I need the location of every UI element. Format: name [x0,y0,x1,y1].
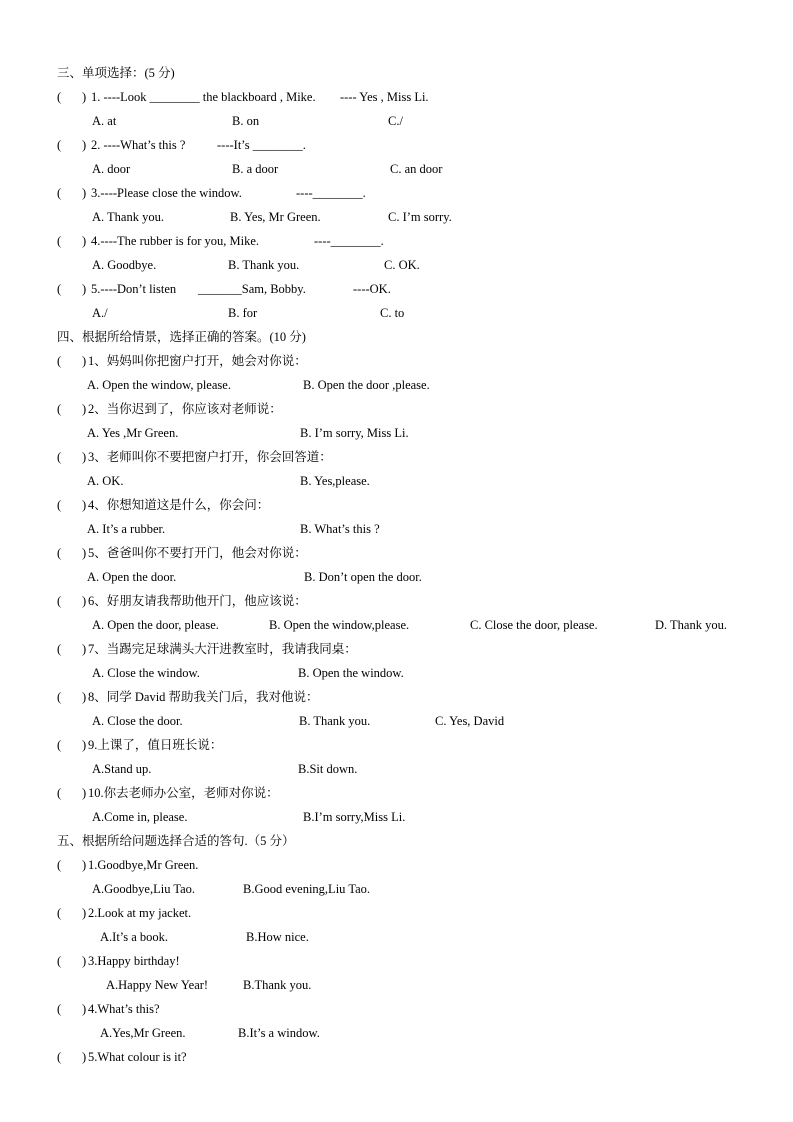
answer-paren-open: ( [57,138,62,152]
section-heading [0,329,793,345]
answer-paren-close: ) [82,90,87,104]
options-line [0,473,793,489]
answer-paren-close: ) [82,138,87,152]
question-stem: 3.Happy birthday! [88,954,180,968]
answer-option[interactable]: B.Thank you. [243,978,312,992]
answer-paren-close: ) [82,906,87,920]
answer-paren-close: ) [82,786,87,800]
question-reply: ----It’s ________. [217,138,306,152]
question-reply: ----________. [314,234,384,248]
question-stem: 4、你想知道这是什么，你会问： [88,498,270,512]
answer-option[interactable]: B.How nice. [246,930,309,944]
answer-option[interactable]: B.Good evening,Liu Tao. [243,882,371,896]
answer-paren-close: ) [82,234,87,248]
question-blank: _______Sam, Bobby. [198,282,306,296]
answer-option[interactable]: B. Thank you. [228,258,300,272]
answer-paren-open: ( [57,186,62,200]
answer-option[interactable]: B. a door [232,162,279,176]
answer-paren-close: ) [82,354,87,368]
answer-paren-close: ) [82,858,87,872]
answer-paren-open: ( [57,90,62,104]
answer-paren-open: ( [57,1002,62,1016]
answer-option[interactable]: A. Close the door. [92,714,183,728]
answer-option[interactable]: B. Thank you. [299,714,371,728]
question-line [0,953,793,969]
question-line [0,185,793,201]
question-line [0,857,793,873]
question-line [0,233,793,249]
answer-option[interactable]: A. OK. [87,474,124,488]
options-line [0,161,793,177]
question-stem: 9.上课了，值日班长说： [88,738,223,752]
question-reply: ----OK. [353,282,391,296]
question-line [0,905,793,921]
question-line [0,1001,793,1017]
answer-option[interactable]: A. Goodbye. [92,258,157,272]
question-stem: 1.Goodbye,Mr Green. [88,858,199,872]
answer-option[interactable]: D. Thank you. [655,618,727,632]
question-line [0,785,793,801]
question-line [0,737,793,753]
answer-option[interactable]: B. for [228,306,258,320]
answer-option[interactable]: C. I’m sorry. [388,210,452,224]
question-stem: 3、老师叫你不要把窗户打开，你会回答道： [88,450,332,464]
options-line [0,761,793,777]
answer-option[interactable]: A. at [92,114,117,128]
question-stem: 1. ----Look ________ the blackboard , Mike. [91,90,316,104]
answer-paren-open: ( [57,954,62,968]
answer-paren-close: ) [82,186,87,200]
question-stem: 5.----Don’t listen [91,282,177,296]
answer-option[interactable]: B. Yes,please. [300,474,370,488]
answer-paren-close: ) [82,738,87,752]
options-line [0,377,793,393]
answer-option[interactable]: C./ [388,114,403,128]
question-line [0,641,793,657]
answer-option[interactable]: A. Close the window. [92,666,200,680]
answer-paren-close: ) [82,594,87,608]
section-title: 五、根据所给问题选择合适的答句.（5 分） [57,834,295,848]
answer-paren-open: ( [57,402,62,416]
answer-paren-open: ( [57,786,62,800]
question-line [0,137,793,153]
options-line [0,881,793,897]
answer-option[interactable]: A.Come in, please. [92,810,188,824]
answer-option[interactable]: A./ [92,306,108,320]
answer-paren-close: ) [82,642,87,656]
options-line [0,977,793,993]
answer-option[interactable]: B. I’m sorry, Miss Li. [300,426,409,440]
section-heading [0,65,793,81]
answer-option[interactable]: A. Open the door, please. [92,618,219,632]
options-line [0,809,793,825]
answer-paren-close: ) [82,546,87,560]
question-stem: 2、当你迟到了，你应该对老师说： [88,402,282,416]
answer-option[interactable]: C. Close the door, please. [470,618,598,632]
answer-option[interactable]: C. to [380,306,405,320]
section-title: 四、根据所给情景，选择正确的答案。(10 分) [57,330,306,344]
answer-paren-close: ) [82,498,87,512]
answer-option[interactable]: B. Open the window,please. [269,618,410,632]
question-line [0,689,793,705]
question-stem: 5、爸爸叫你不要打开门，他会对你说： [88,546,307,560]
answer-option[interactable]: B.It’s a window. [238,1026,320,1040]
options-line [0,425,793,441]
question-line [0,353,793,369]
answer-paren-open: ( [57,642,62,656]
options-line [0,521,793,537]
answer-paren-open: ( [57,1050,62,1064]
answer-option[interactable]: C. an door [390,162,443,176]
answer-option[interactable]: C. OK. [384,258,420,272]
question-stem: 10.你去老师办公室，老师对你说： [88,786,279,800]
answer-option[interactable]: B. Don’t open the door. [304,570,422,584]
answer-paren-open: ( [57,906,62,920]
options-line [0,569,793,585]
question-stem: 2. ----What’s this ? [91,138,186,152]
answer-paren-close: ) [82,1002,87,1016]
answer-paren-close: ) [82,954,87,968]
answer-option[interactable]: B. Open the door ,please. [303,378,430,392]
answer-option[interactable]: B. Open the window. [298,666,404,680]
answer-option[interactable]: A.It’s a book. [100,930,169,944]
answer-paren-open: ( [57,498,62,512]
answer-option[interactable]: A.Happy New Year! [106,978,209,992]
options-line [0,113,793,129]
question-stem: 1、妈妈叫你把窗户打开，她会对你说： [88,354,307,368]
answer-option[interactable]: A. Thank you. [92,210,164,224]
answer-paren-open: ( [57,858,62,872]
answer-option[interactable]: A.Goodbye,Liu Tao. [92,882,196,896]
answer-paren-close: ) [82,690,87,704]
question-reply: ----________. [296,186,366,200]
options-line [0,1025,793,1041]
answer-paren-close: ) [82,450,87,464]
options-line [0,713,793,729]
question-line [0,281,793,297]
answer-paren-open: ( [57,354,62,368]
answer-option[interactable]: A. Open the door. [87,570,177,584]
answer-option[interactable]: B. What’s this ? [300,522,380,536]
question-line [0,497,793,513]
answer-paren-open: ( [57,690,62,704]
answer-option[interactable]: A. Open the window, please. [87,378,231,392]
answer-paren-open: ( [57,234,62,248]
answer-option[interactable]: A. door [92,162,131,176]
section-heading [0,833,793,849]
options-line [0,209,793,225]
question-line [0,545,793,561]
answer-option[interactable]: B. Yes, Mr Green. [230,210,321,224]
question-stem: 5.What colour is it? [88,1050,187,1064]
answer-paren-open: ( [57,738,62,752]
question-stem: 4.----The rubber is for you, Mike. [91,234,260,248]
answer-paren-open: ( [57,594,62,608]
question-stem: 7、当踢完足球满头大汗进教室时，我请我同桌： [88,642,357,656]
answer-paren-open: ( [57,546,62,560]
answer-option[interactable]: C. Yes, David [435,714,505,728]
question-line [0,89,793,105]
question-stem: 8、同学 David 帮助我关门后，我对他说： [88,690,319,704]
section-title: 三、单项选择：(5 分) [57,66,175,80]
question-stem: 6、好朋友请我帮助他开门，他应该说： [88,594,307,608]
options-line [0,257,793,273]
options-line [0,665,793,681]
answer-option[interactable]: A.Stand up. [92,762,152,776]
answer-option[interactable]: B.Sit down. [298,762,358,776]
question-line [0,401,793,417]
question-line [0,449,793,465]
answer-paren-close: ) [82,402,87,416]
answer-paren-open: ( [57,450,62,464]
question-line [0,1049,793,1065]
options-line [0,305,793,321]
question-stem: 2.Look at my jacket. [88,906,192,920]
options-line [0,929,793,945]
answer-option[interactable]: B.I’m sorry,Miss Li. [303,810,406,824]
options-line [0,617,793,633]
answer-option[interactable]: A. Yes ,Mr Green. [87,426,179,440]
question-stem: 4.What’s this? [88,1002,160,1016]
answer-paren-close: ) [82,1050,87,1064]
answer-option[interactable]: B. on [232,114,260,128]
answer-paren-open: ( [57,282,62,296]
answer-paren-close: ) [82,282,87,296]
question-line [0,593,793,609]
question-stem: 3.----Please close the window. [91,186,242,200]
question-reply: ---- Yes , Miss Li. [340,90,429,104]
answer-option[interactable]: A. It’s a rubber. [87,522,166,536]
answer-option[interactable]: A.Yes,Mr Green. [100,1026,186,1040]
